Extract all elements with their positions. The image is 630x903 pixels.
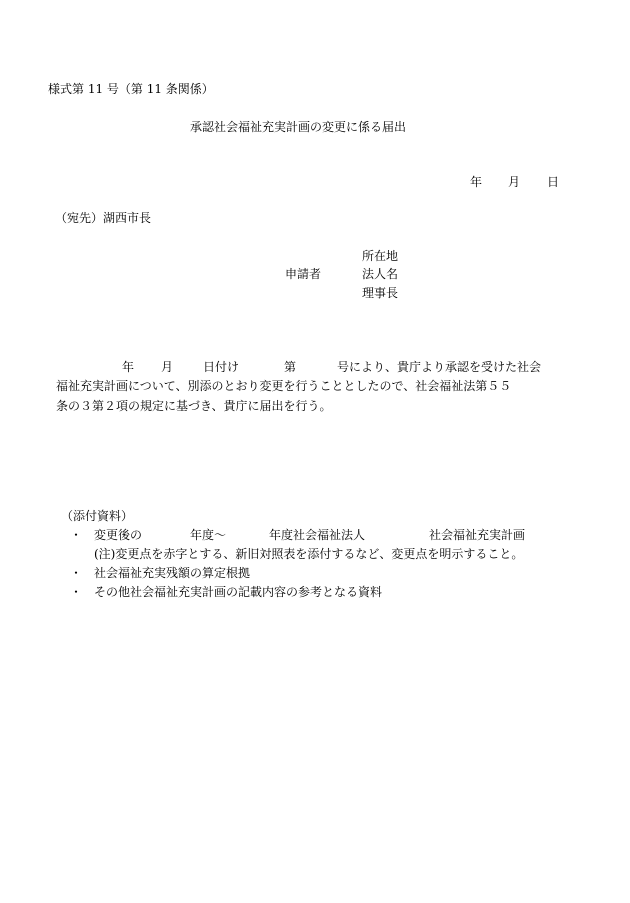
body-year: 年 (122, 360, 135, 374)
body-dai: 第 (284, 360, 297, 374)
body-line1-rest: 号により、貴庁より承認を受けた社会 (337, 360, 542, 374)
bullet-icon: ・ (70, 528, 83, 542)
attachment-item1-c: 年度社会福祉法人 (269, 528, 366, 542)
bullet-icon: ・ (70, 585, 83, 599)
date-day-label: 日 (547, 175, 560, 189)
attachment-item1-d: 社会福祉充実計画 (429, 528, 526, 542)
document-title: 承認社会福祉充実計画の変更に係る届出 (190, 120, 407, 134)
date-year-label: 年 (470, 175, 483, 189)
applicant-address-label: 所在地 (362, 249, 399, 263)
date-month-label: 月 (508, 175, 521, 189)
applicant-chairman-label: 理事長 (362, 286, 399, 300)
body-line3: 条の３第２項の規定に基づき、貴庁に届出を行う。 (56, 399, 332, 413)
attachment-item3: その他社会福祉充実計画の記載内容の参考となる資料 (94, 585, 383, 599)
applicant-label: 申請者 (285, 267, 322, 281)
attachment-note: (注)変更点を赤字とする、新旧対照表を添付するなど、変更点を明示すること。 (94, 547, 524, 561)
applicant-name-label: 法人名 (362, 267, 399, 281)
form-number: 様式第 11 号（第 11 条関係） (48, 82, 214, 96)
attachment-item1-a: 変更後の (94, 528, 143, 542)
attachment-item2: 社会福祉充実残額の算定根拠 (94, 566, 251, 580)
attachment-item1-b: 年度～ (190, 528, 227, 542)
addressee: （宛先）湖西市長 (55, 211, 152, 225)
attachments-heading: （添付資料） (61, 509, 134, 523)
bullet-icon: ・ (70, 566, 83, 580)
body-line2: 福祉充実計画について、別添のとおり変更を行うこととしたので、社会福祉法第５５ (56, 379, 512, 393)
body-month: 月 (161, 360, 174, 374)
body-dated: 日付け (203, 360, 240, 374)
